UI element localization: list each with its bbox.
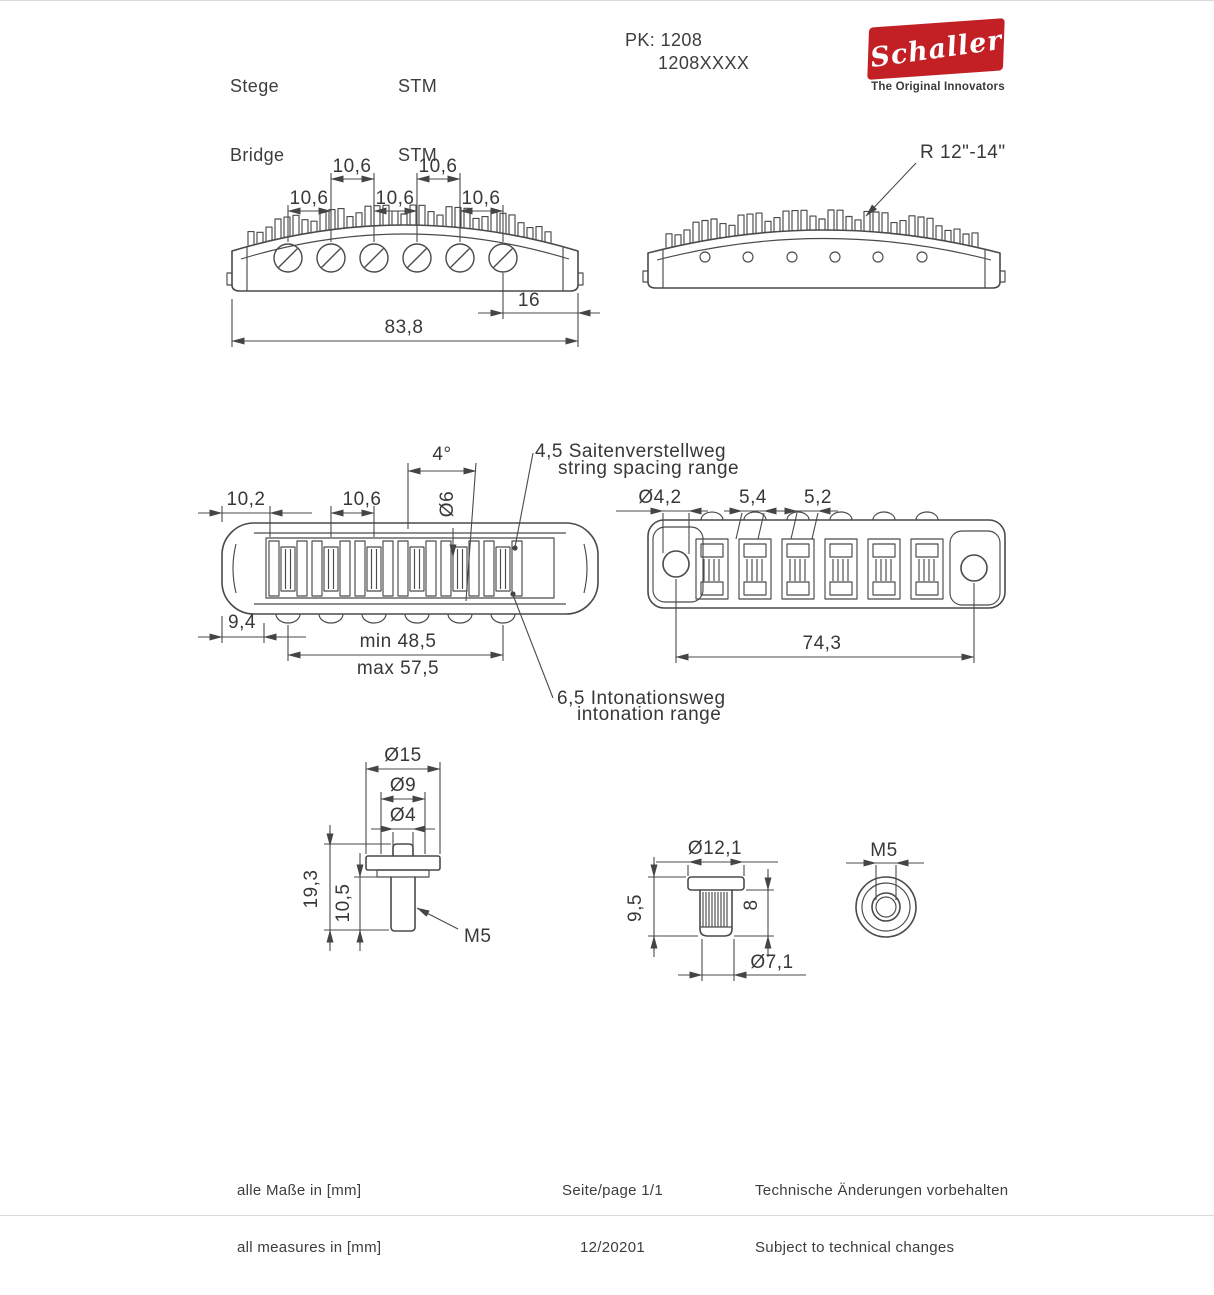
footer-page-block — [520, 1143, 705, 1295]
bushing-knurl — [703, 892, 727, 927]
stud-shaft — [391, 877, 415, 931]
front-dim-83-8: 83,8 — [384, 317, 424, 338]
top-saddles — [269, 541, 522, 596]
intonation-leader-dot — [510, 591, 515, 596]
stud-dim-10-5: 10,5 — [333, 883, 354, 923]
footer-notice-de: Technische Änderungen vorbehalten — [755, 1182, 1009, 1199]
bushing-hole-inner — [876, 897, 896, 917]
footer-page: Seite/page 1/1 — [562, 1182, 663, 1199]
front-dim-10-6-b: 10,6 — [418, 156, 458, 177]
rear-holes — [700, 252, 927, 262]
bushing-dim-d7-1: Ø7,1 — [750, 952, 794, 973]
right-mount-hole — [961, 555, 987, 581]
model-de: STM — [398, 76, 438, 96]
top-dim-min: min 48,5 — [359, 631, 437, 652]
top-dim-10-6: 10,6 — [342, 489, 382, 510]
front-dim-10-6-a: 10,6 — [332, 156, 372, 177]
spacing-leader-dot — [512, 545, 517, 550]
front-dim-10-6-d: 10,6 — [375, 188, 415, 209]
top-view — [198, 441, 739, 725]
rear-teeth — [666, 210, 978, 248]
bushing-side-view — [625, 838, 806, 981]
bottom-dim-5-4: 5,4 — [739, 487, 767, 508]
front-dim-10-6-c: 10,6 — [289, 188, 329, 209]
footer-date: 12/20201 — [580, 1239, 645, 1256]
right-ear — [950, 531, 1000, 605]
note-intonation-en: intonation range — [577, 704, 722, 725]
bushing-top-thread-label: M5 — [870, 840, 898, 861]
bushing-outer-circle — [856, 877, 916, 937]
bottom-dim-d4-2: Ø4,2 — [638, 487, 682, 508]
note-spacing-en: string spacing range — [558, 458, 740, 479]
pk-label: PK: 1208 — [625, 30, 703, 50]
bushing-dim-9-5: 9,5 — [625, 894, 646, 922]
radius-leader-line — [866, 163, 916, 216]
stud-view — [301, 745, 491, 951]
stud-step — [377, 870, 429, 877]
stud-dim-d15: Ø15 — [384, 745, 422, 766]
rear-inner-arc — [657, 239, 991, 261]
footer-notice — [755, 1143, 1008, 1295]
left-mount-hole — [663, 551, 689, 577]
top-bumps — [276, 614, 515, 623]
bushing-flange — [688, 877, 744, 890]
bushing-top-view — [846, 840, 924, 937]
note-intonation-de: 6,5 Intonationsweg — [557, 688, 726, 709]
top-dim-10-2: 10,2 — [226, 489, 266, 510]
stud-post — [393, 844, 413, 856]
bottom-bumps — [701, 512, 938, 520]
footer-units-en: all measures in [mm] — [237, 1239, 382, 1256]
stud-dim-d9: Ø9 — [389, 775, 417, 796]
front-dim-10-6-e: 10,6 — [461, 188, 501, 209]
drawing-canvas — [0, 1, 1214, 1215]
note-spacing-de: 4,5 Saitenverstellweg — [535, 441, 727, 462]
rear-view — [643, 142, 1006, 288]
top-dim-9-4: 9,4 — [228, 612, 256, 633]
bottom-dim-5-2: 5,2 — [804, 487, 832, 508]
bottom-view — [616, 487, 1005, 663]
front-screws — [274, 244, 517, 272]
brand-tagline: The Original Innovators — [871, 81, 1005, 93]
stud-thread-label: M5 — [464, 926, 492, 947]
brand-name: Schaller — [867, 24, 1004, 74]
part-title-en: Bridge — [230, 145, 285, 165]
top-dim-max: max 57,5 — [356, 658, 440, 679]
stud-flange — [366, 856, 440, 870]
front-view — [227, 156, 600, 347]
footer-units-de: alle Maße in [mm] — [237, 1182, 362, 1199]
pk-number: 1208XXXX — [658, 53, 750, 73]
rear-end-notches — [643, 249, 1005, 288]
model-en: STM — [398, 145, 438, 165]
part-title-de: Stege — [230, 76, 280, 96]
footer-notice-en: Subject to technical changes — [755, 1239, 955, 1256]
bushing-dim-d12-1: Ø12,1 — [687, 838, 743, 859]
stud-dim-d4: Ø4 — [389, 805, 417, 826]
intonation-leader-line — [513, 595, 553, 698]
bushing-dim-8: 8 — [741, 899, 762, 911]
stud-dim-19-3: 19,3 — [301, 869, 322, 909]
radius-label: R 12"-14" — [920, 142, 1006, 163]
bushing-inner-ring — [862, 883, 910, 931]
bottom-saddles — [696, 539, 943, 599]
top-dim-d6: Ø6 — [437, 490, 458, 518]
front-dim-16: 16 — [517, 290, 541, 311]
top-dim-4deg: 4° — [432, 444, 452, 465]
footer-units — [237, 1143, 381, 1295]
bottom-dim-74-3: 74,3 — [802, 633, 842, 654]
m5-leader-line — [417, 908, 458, 929]
